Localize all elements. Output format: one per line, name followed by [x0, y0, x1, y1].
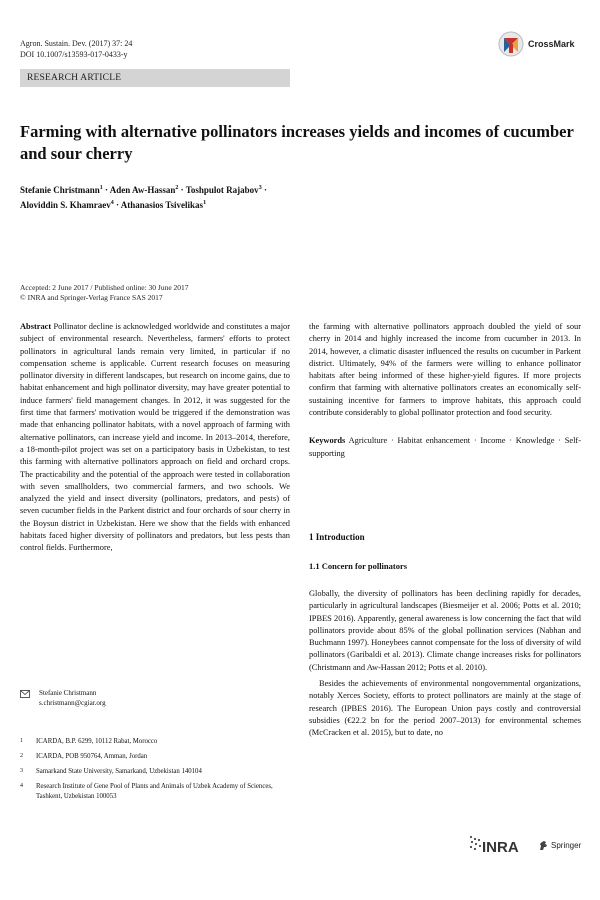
author-name[interactable]: Stefanie Christmann: [20, 185, 100, 195]
contact-row: [20, 688, 290, 708]
affiliations: [20, 737, 290, 807]
abstract-left-column: [20, 321, 290, 555]
author-affil-sup: 4: [110, 200, 114, 206]
author-line-1: [20, 182, 580, 197]
affiliation-item: [20, 752, 290, 762]
author-separator: ·: [261, 185, 267, 195]
affiliation-number: 4: [20, 783, 23, 789]
author-separator: ·: [113, 200, 121, 210]
author-affil-sup: 3: [258, 185, 262, 191]
article-type-banner: [20, 69, 290, 87]
affiliation-item: [20, 782, 290, 802]
abstract-right-column: [309, 321, 581, 460]
inra-logo: [468, 832, 530, 860]
intro-paragraph-2: Besides the achievements of environmental nongovernmental organizations, notably Xerces Society, efforts to protect pollinators are mainly at the stage of research (IPBES 2016). The European Union pays costly and controversial subsidies (€22.2 bn for the period 2007–2013) for environmental schemes (McCracken et al. 2015), but to date, no: [309, 679, 581, 738]
author-name[interactable]: Aden Aw-Hassan: [109, 185, 176, 195]
section-heading-introduction: 1 Introduction: [309, 532, 365, 542]
affiliation-number: 1: [20, 738, 23, 744]
journal-info: [20, 38, 132, 60]
springer-horse-icon: [538, 840, 549, 851]
keywords-label: Keywords: [309, 436, 346, 446]
crossmark-badge[interactable]: [498, 30, 588, 58]
affiliation-item: [20, 767, 290, 777]
publication-dates: [20, 283, 189, 303]
author-separator: ·: [178, 185, 186, 195]
contact-email[interactable]: s.christmann@cgiar.org: [39, 699, 106, 707]
abstract-text-left: Pollinator decline is acknowledged worldwide and constitutes a major subject of environmental research. Nevertheless, farmers' efforts to protect pollinators in agricultural lands remain very limited, in particular if no compensation scheme is applicable. Current research focuses on measuring pollinator diversity in different landscapes, but research on income gains, due to habitat enhancement and high pollinator diversity, may have greater potential to induce farmers' field management changes. In 2012, it was suggested for the first time that farmers' motivation would be triggered if the demonstration was made that enhancing pollinator habitats, with a novel approach of farming with alternative pollinators, can increase yield and income. In 2013–2014, therefore, a 18-month-pilot project was set on a participatory basis in Uzbekistan, to test this farming with alternative pollinators approach on field and orchard crops. The practicability and the potential of the approach were tested in collaboration with seven smallholders, two commercial farmers, and two schools. We analyzed the yield and insect diversity (pollinators, predators, and pests) of seven cucumber fields in the Parkent district and four orchards of sour cherry in the Boysun district in Uzbekistan. Here we show that the fields with enhanced habitats faced higher diversity of pollinators and predators, but less pests than control fields. Furthermore,: [20, 322, 290, 553]
affiliation-number: 2: [20, 753, 23, 759]
journal-citation: Agron. Sustain. Dev. (2017) 37: 24: [20, 39, 133, 48]
author-name[interactable]: Aloviddin S. Khamraev: [20, 200, 111, 210]
affiliation-text: Research Institute of Gene Pool of Plants and Animals of Uzbek Academy of Sciences, Tashkent, Uzbekistan 100053: [36, 783, 273, 800]
accepted-date: Accepted: 2 June 2017 / Published online: 30 June 2017: [20, 283, 189, 292]
affiliation-text: ICARDA, B.P. 6299, 10112 Rabat, Morocco: [36, 738, 158, 745]
intro-paragraph-1: Globally, the diversity of pollinators has been declining rapidly for decades, particularly in agricultural landscapes (Biesmeijer et al. 2006; Potts et al. 2010; IPBES 2016). Apparently, general awareness is low concerning the fact that wild pollinators provide about 85% of the global pollination services (Nabhan and Buchmann 1997). Honeybees cannot compensate for the loss of diversity of wild pollinators (Garibaldi et al. 2013). Climate change increases risks for pollinators (Christmann and Aw-Hassan 2012; Potts et al. 2010).: [309, 589, 581, 672]
springer-logo: [538, 840, 581, 851]
crossmark-label: CrossMark: [528, 39, 575, 49]
keywords-text: Agriculture · Habitat enhancement · Income · Knowledge · Self-supporting: [309, 436, 581, 458]
author-name[interactable]: Athanasios Tsivelikas: [120, 200, 204, 210]
introduction-body: [309, 588, 581, 740]
affiliation-number: 3: [20, 768, 23, 774]
contact-text: [39, 688, 106, 708]
contact-name: Stefanie Christmann: [39, 689, 97, 697]
keywords: [309, 435, 581, 460]
envelope-icon: [20, 690, 30, 698]
copyright: © INRA and Springer-Verlag France SAS 2017: [20, 293, 163, 302]
crossmark-icon: [498, 31, 524, 57]
affiliation-text: Samarkand State University, Samarkand, Uzbekistan 140104: [36, 768, 202, 775]
article-title: Farming with alternative pollinators increases yields and incomes of cucumber and sour cherry: [20, 122, 574, 163]
author-affil-sup: 2: [175, 185, 179, 191]
author-affil-sup: 1: [99, 185, 103, 191]
article-type-label: RESEARCH ARTICLE: [27, 73, 122, 83]
subsection-heading-pollinators: 1.1 Concern for pollinators: [309, 561, 408, 571]
author-line-2: [20, 197, 580, 212]
author-list: [20, 182, 580, 212]
springer-text: Springer: [551, 841, 582, 850]
inra-text: INRA: [482, 839, 519, 856]
affiliation-item: [20, 737, 290, 747]
abstract-paragraph: [20, 321, 290, 555]
author-name[interactable]: Toshpulot Rajabov: [185, 185, 259, 195]
author-affil-sup: 1: [203, 200, 207, 206]
corresponding-author: [20, 688, 290, 708]
abstract-text-right: the farming with alternative pollinators approach doubled the yield of sour cherry in 2014 and highly increased the income from cucumber in 2013. In 2014, however, a climatic disaster influenced the results on cucumber in Parkent district. Ultimately, 94% of the farmers were willing to enhance pollinator habitats after being informed of these higher-yield figures. If more projects confirm that farming with alternative pollinators creates an economically self-sustaining incentive for farmers to improve habitats, this approach could contribute considerably to global pollinator protection and food security.: [309, 322, 581, 418]
affiliation-text: ICARDA, POB 950764, Amman, Jordan: [36, 753, 148, 760]
abstract-label: Abstract: [20, 322, 52, 331]
doi[interactable]: DOI 10.1007/s13593-017-0433-y: [20, 50, 128, 59]
author-separator: ·: [102, 185, 110, 195]
